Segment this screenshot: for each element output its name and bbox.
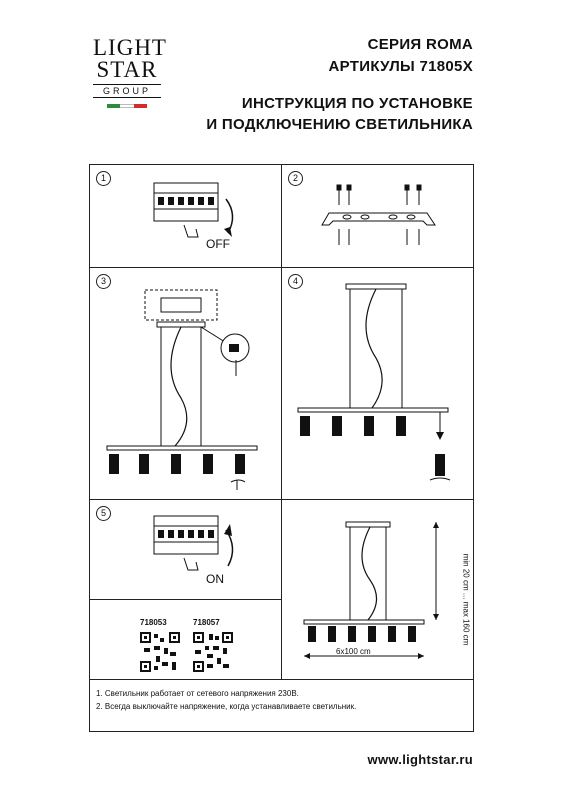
note-1: 1. Светильник работает от сетевого напряжения 230В. — [96, 689, 299, 698]
brand-logo — [93, 35, 167, 123]
step-number: 1 — [96, 171, 111, 186]
dimensions-illustration — [290, 508, 460, 678]
height-dimension: min 20 cm ... max 160 cm — [461, 553, 471, 646]
article-718057: 718057 — [193, 618, 220, 627]
step-number: 5 — [96, 506, 111, 521]
step-number: 2 — [288, 171, 303, 186]
article-718053: 718053 — [140, 618, 167, 627]
logo-text-group: GROUP — [93, 84, 161, 98]
step-number: 3 — [96, 274, 111, 289]
logo-text-line2: STAR — [96, 57, 158, 82]
article-numbers: АРТИКУЛЫ 71805X — [328, 58, 473, 75]
qr-code-icon — [193, 632, 233, 672]
qr-code-icon — [140, 632, 180, 672]
terminal-block-off-illustration — [140, 175, 260, 265]
step-1-panel — [90, 165, 282, 268]
terminal-block-on-illustration — [140, 508, 260, 598]
off-caption: OFF — [206, 237, 230, 251]
title-line1: ИНСТРУКЦИЯ ПО УСТАНОВКЕ — [241, 95, 473, 112]
step-4-panel — [282, 268, 473, 500]
lamp-shade-installation-illustration — [290, 278, 465, 493]
title-line2: И ПОДКЛЮЧЕНИЮ СВЕТИЛЬНИКА — [206, 116, 473, 133]
website-link[interactable]: www.lightstar.ru — [367, 752, 473, 767]
width-dimension: 6x100 cm — [336, 647, 371, 656]
instruction-grid — [89, 164, 474, 732]
header-title — [206, 93, 473, 135]
on-caption: ON — [206, 572, 224, 586]
note-2: 2. Всегда выключайте напряжение, когда устанавливаете светильник. — [96, 702, 357, 711]
header-series — [329, 34, 473, 78]
italian-flag-icon — [107, 104, 147, 108]
dimensions-panel — [282, 500, 473, 680]
notes — [96, 687, 356, 713]
step-5-panel — [90, 500, 282, 600]
qr-codes-panel — [90, 600, 282, 680]
step-3-panel — [90, 268, 282, 500]
suspension-wiring-illustration — [95, 278, 280, 493]
step-2-panel — [282, 165, 473, 268]
mounting-bracket-illustration — [317, 183, 447, 263]
logo-text-line1: LIGHT — [93, 35, 167, 60]
series-name: СЕРИЯ ROMA — [367, 36, 473, 53]
step-number: 4 — [288, 274, 303, 289]
